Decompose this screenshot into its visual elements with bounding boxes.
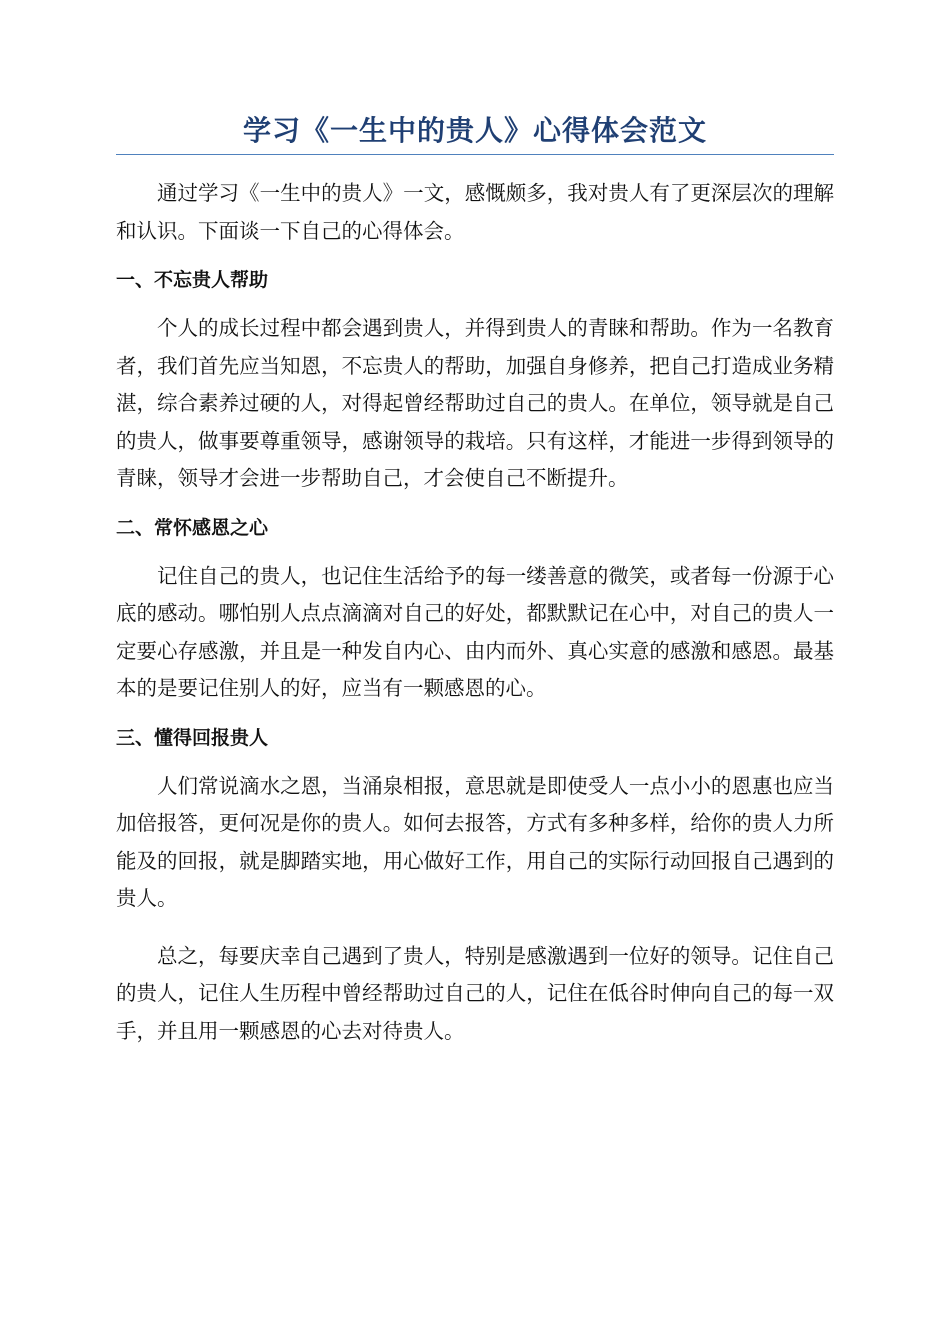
section-heading-1: 一、不忘贵人帮助 [116,269,269,291]
intro-paragraph: 通过学习《一生中的贵人》一文，感慨颇多，我对贵人有了更深层次的理解和认识。下面谈一下自己的心得体会。 [116,181,834,243]
section-body-2: 记住自己的贵人，也记住生活给予的每一缕善意的微笑，或者每一份源于心底的感动。哪怕别人点点滴滴对自己的好处，都默默记在心中，对自己的贵人一定要心存感激，并且是一种发自内心、由内而外、真心实意的感激和感恩。最基本的是要记住别人的好，应当有一颗感恩的心。 [116,563,834,700]
section-body-1: 个人的成长过程中都会遇到贵人，并得到贵人的青睐和帮助。作为一名教育者，我们首先应当知恩，不忘贵人的帮助，加强自身修养，把自己打造成业务精湛，综合素养过硬的人，对得起曾经帮助过自己的贵人。在单位，领导就是自己的贵人，做事要尊重领导，感谢领导的栽培。只有这样，才能进一步得到领导的青睐，领导才会进一步帮助自己，才会使自己不断提升。 [116,316,834,490]
section-body-3: 人们常说滴水之恩，当涌泉相报，意思就是即使受人一点小小的恩惠也应当加倍报答，更何况是你的贵人。如何去报答，方式有多种多样，给你的贵人力所能及的回报，就是脚踏实地，用心做好工作，用自己的实际行动回报自己遇到的贵人。 [116,773,834,910]
section-heading-2: 二、常怀感恩之心 [116,516,269,539]
page-title: 学习《一生中的贵人》心得体会范文 [116,110,834,155]
closing-paragraph: 总之，每要庆幸自己遇到了贵人，特别是感激遇到一位好的领导。记住自己的贵人，记住人生历程中曾经帮助过自己的人，记住在低谷时伸向自己的每一双手，并且用一颗感恩的心去对待贵人。 [116,943,834,1043]
section-heading-3: 三、懂得回报贵人 [116,726,269,749]
document-page [116,110,834,1050]
